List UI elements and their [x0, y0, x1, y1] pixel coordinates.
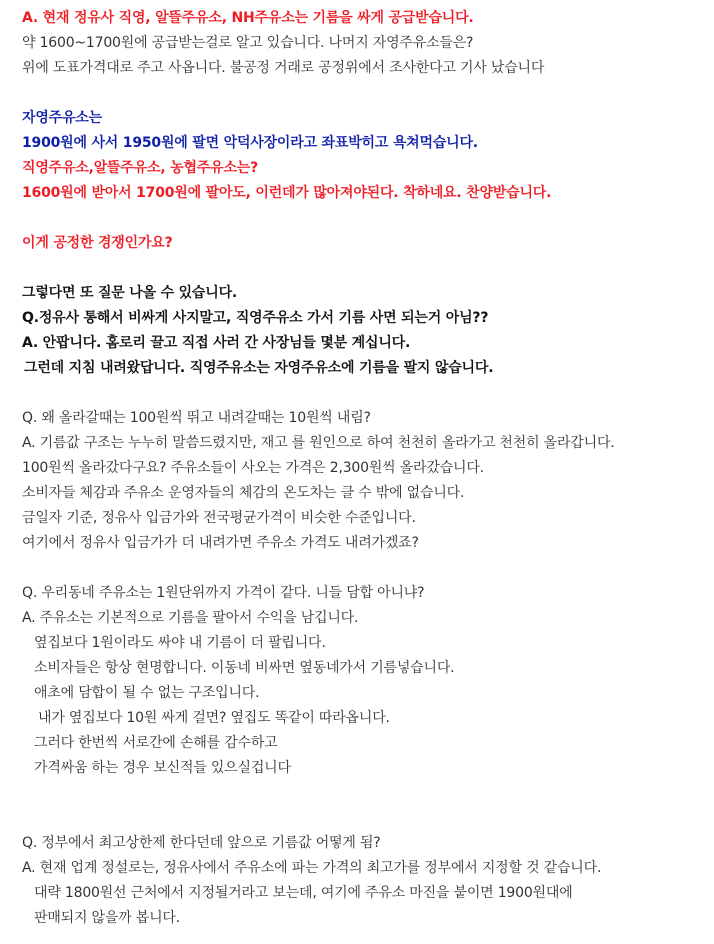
answer-direct-supply-block [22, 6, 714, 81]
highlight-line-blue: 1900원에 사서 1950원에 팔면 악덕사장이라고 좌표박히고 욕쳐먹습니다. [22, 135, 478, 151]
qa-direct-purchase-block [22, 281, 714, 381]
bold-line: 그렇다면 또 질문 나올 수 있습니다. [22, 285, 238, 301]
spacer [22, 781, 714, 831]
paragraph-line: 금일자 기준, 정유사 입금가와 전국평균가격이 비슷한 수준입니다. [22, 510, 416, 526]
answer-heading: A. 현재 정유사 직영, 알뜰주유소, NH주유소는 기름을 싸게 공급받습니다. [22, 10, 474, 26]
spacer [22, 256, 714, 281]
highlight-line-blue: 자영주유소는 [22, 110, 102, 126]
spacer [22, 81, 714, 106]
paragraph-line: 판매되지 않을까 봅니다. [34, 910, 180, 926]
question-line: Q.정유사 통해서 비싸게 사지말고, 직영주유소 가서 기름 사면 되는거 아님?? [22, 310, 489, 326]
qa-price-change-block [22, 406, 714, 556]
paragraph-line: 가격싸움 하는 경우 보신적들 있으실겁니다 [34, 760, 291, 776]
answer-line: 그런데 지침 내려왔답니다. 직영주유소는 자영주유소에 기름을 팔지 않습니다. [24, 360, 494, 376]
paragraph-line: 100원씩 올라갔다구요? 주유소들이 사오는 가격은 2,300원씩 올라갔습니다. [22, 460, 484, 476]
paragraph-line: 여기에서 정유사 입금가가 더 내려가면 주유소 가격도 내려가겠죠? [22, 535, 419, 551]
question-line: Q. 우리동네 주유소는 1원단위까지 가격이 같다. 니들 담합 아니냐? [22, 585, 425, 601]
qa-collusion-block [22, 581, 714, 781]
highlight-line-red: 직영주유소,알뜰주유소, 농협주유소는? [22, 160, 259, 176]
paragraph-line: 옆집보다 1원이라도 싸야 내 기름이 더 팔립니다. [34, 635, 326, 651]
answer-line: A. 주유소는 기본적으로 기름을 팔아서 수익을 남깁니다. [22, 610, 359, 626]
spacer [22, 206, 714, 231]
answer-line: A. 안팝니다. 홈로리 끌고 직접 사러 간 사장님들 몇분 계십니다. [22, 335, 411, 351]
paragraph-line: 내가 옆집보다 10원 싸게 걸면? 옆집도 똑같이 따라옵니다. [38, 710, 390, 726]
comparison-block [22, 106, 714, 206]
spacer [22, 556, 714, 581]
question-line: Q. 정부에서 최고상한제 한다던데 앞으로 기름값 어떻게 됨? [22, 835, 381, 851]
paragraph-line: 소비자들 체감과 주유소 운영자들의 체감의 온도차는 클 수 밖에 없습니다. [22, 485, 465, 501]
paragraph-line: 대략 1800원선 근처에서 지정될거라고 보는데, 여기에 주유소 마진을 붙이면 1900원대에 [34, 885, 573, 901]
qa-price-cap-block [22, 831, 714, 931]
paragraph-line: 위에 도표가격대로 주고 사옵니다. 불공정 거래로 공정위에서 조사한다고 기사 났습니다 [22, 60, 545, 76]
rhetorical-question: 이게 공정한 경쟁인가요? [22, 235, 173, 251]
paragraph-line: 약 1600~1700원에 공급받는걸로 알고 있습니다. 나머지 자영주유소들은? [22, 35, 474, 51]
answer-line: A. 기름값 구조는 누누히 말씀드렸지만, 재고 를 원인으로 하여 천천히 올라가고 천천히 올라갑니다. [22, 435, 615, 451]
question-line: Q. 왜 올라갈때는 100원씩 뛰고 내려갈때는 10원씩 내림? [22, 410, 371, 426]
highlight-line-red: 1600원에 받아서 1700원에 팔아도, 이런데가 많아져야된다. 착하네요. 찬양받습니다. [22, 185, 552, 201]
paragraph-line: 소비자들은 항상 현명합니다. 이동네 비싸면 옆동네가서 기름넣습니다. [34, 660, 455, 676]
answer-line: A. 현재 업계 정설로는, 정유사에서 주유소에 파는 가격의 최고가를 정부에서 지정할 것 같습니다. [22, 860, 602, 876]
paragraph-line: 그러다 한번씩 서로간에 손해를 감수하고 [34, 735, 278, 751]
paragraph-line: 애초에 담합이 될 수 없는 구조입니다. [34, 685, 260, 701]
spacer [22, 381, 714, 406]
